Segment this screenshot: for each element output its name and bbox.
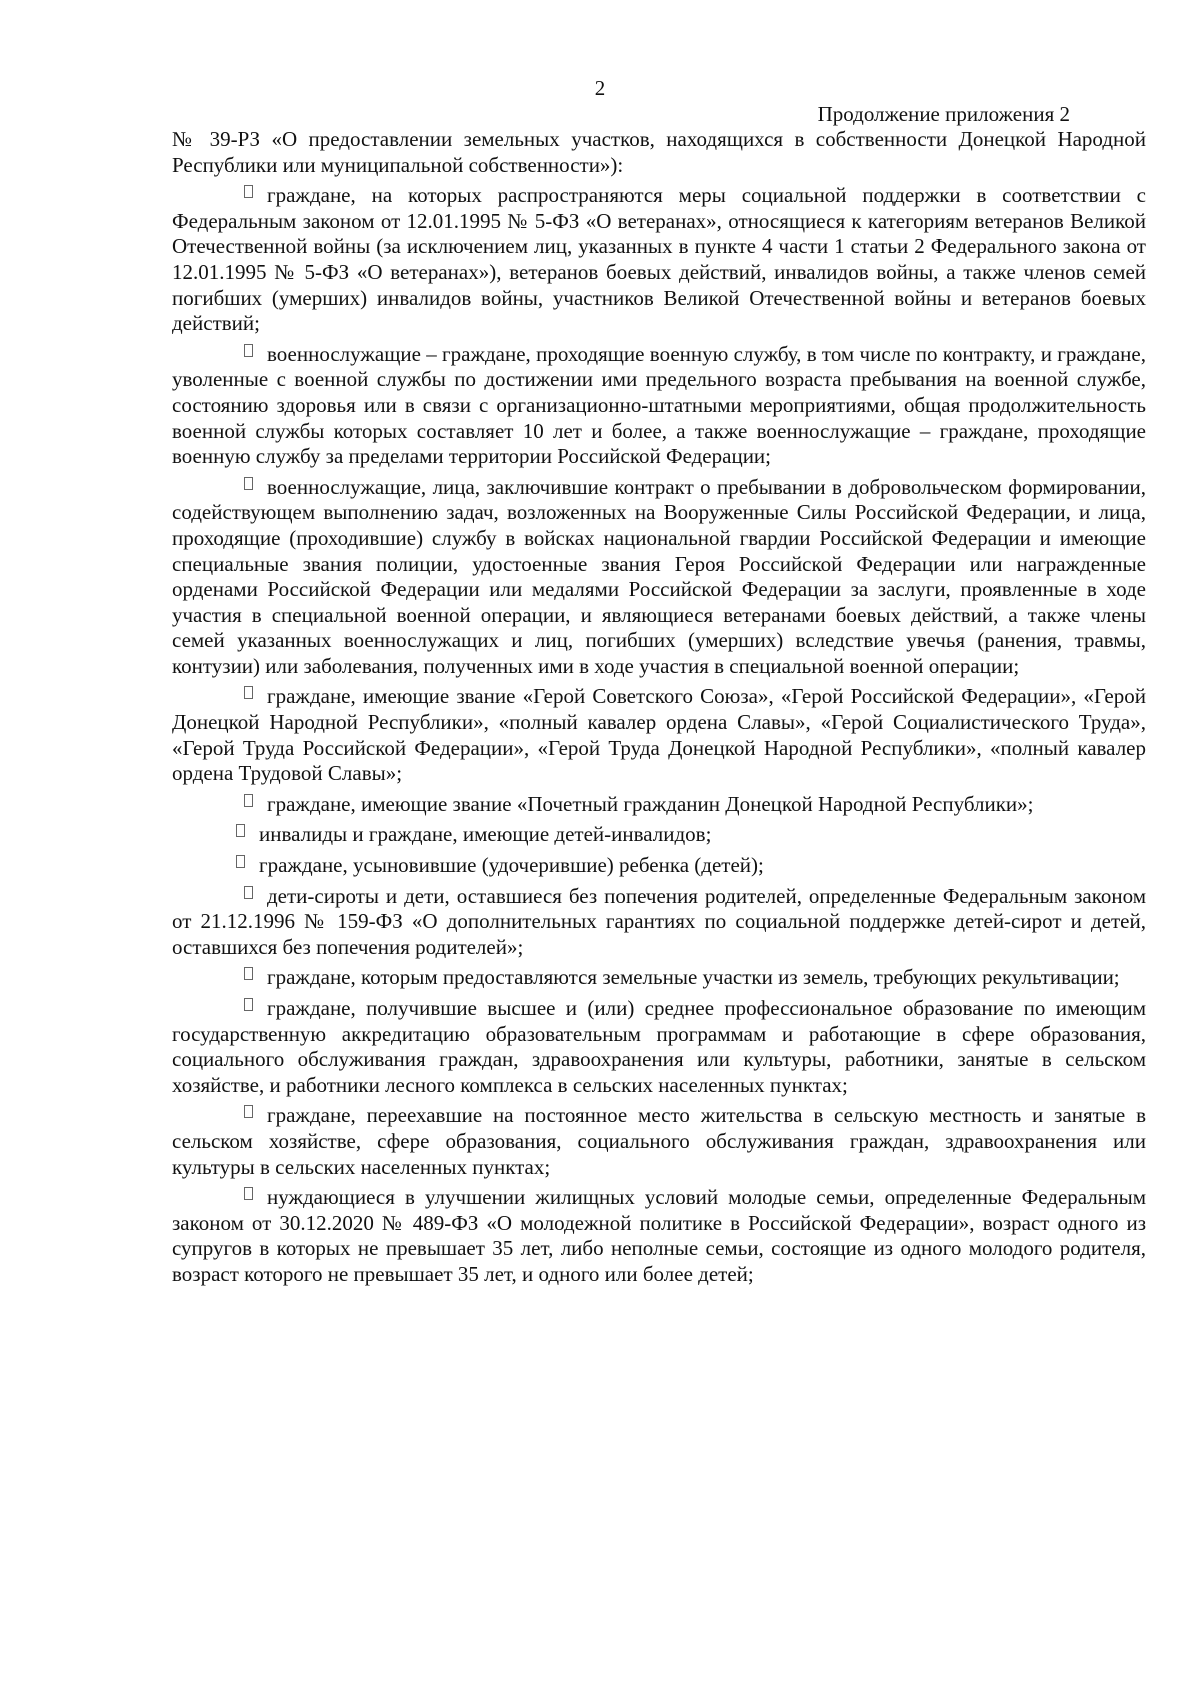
square-bullet-icon	[244, 794, 253, 807]
square-bullet-icon	[244, 1187, 253, 1200]
list-item	[172, 679, 1146, 786]
square-bullet-icon	[244, 1105, 253, 1118]
square-bullet-icon	[244, 998, 253, 1011]
list-item-text: военнослужащие – граждане, проходящие военную службу, в том числе по контракту, и граждане, уволенные с военной службы по достижении ими предельного возраста пребывания на военной службе, состоянию здоровья или в связи с организационно-штатными мероприятиями, общая продолжительность военной службы которых составляет 10 лет и более, а также военнослужащие – граждане, проходящие военную службу за пределами территории Российской Федерации;	[172, 341, 1146, 469]
list-item-text: граждане, на которых распространяются меры социальной поддержки в соответствии с Федеральным законом от 12.01.1995 № 5-ФЗ «О ветеранах», относящиеся к категориям ветеранов Великой Отечественной войны (за исключением лиц, указанных в пункте 4 части 1 статьи 2 Федерального закона от 12.01.1995 № 5-ФЗ «О ветеранах»), ветеранов боевых действий, инвалидов войны, а также членов семей погибших (умерших) инвалидов войны, участников Великой Отечественной войны и ветеранов боевых действий;	[172, 183, 1146, 336]
list-item	[172, 337, 1146, 470]
intro-paragraph: № 39-РЗ «О предоставлении земельных участков, находящихся в собственности Донецкой Народной Республики или муниципальной собственности»):	[172, 127, 1146, 177]
list-item-text: дети-сироты и дети, оставшиеся без попечения родителей, определенные Федеральным законом от 21.12.1996 № 159-ФЗ «О дополнительных гарантиях по социальной поддержке детей-сирот и детей, оставшихся без попечения родителей»;	[172, 883, 1146, 959]
square-bullet-icon	[244, 886, 253, 899]
list-item-text: граждане, которым предоставляются земельные участки из земель, требующих рекультивации;	[267, 965, 1120, 990]
list-item	[172, 1180, 1146, 1287]
square-bullet-icon	[244, 967, 253, 980]
square-bullet-icon	[236, 824, 245, 837]
list-item	[172, 991, 1146, 1098]
square-bullet-icon	[244, 185, 253, 198]
list-item-text: граждане, получившие высшее и (или) среднее профессиональное образование по имеющим государственную аккредитацию образовательным программам и работающие в сфере образования, социального обслуживания граждан, здравоохранения или культуры, работники, занятые в сельском хозяйстве, и работники лесного комплекса в сельских населенных пунктах;	[172, 996, 1146, 1097]
list-item-text: граждане, усыновившие (удочерившие) ребенка (детей);	[259, 853, 764, 878]
list-item-text: граждане, имеющие звание «Герой Советского Союза», «Герой Российской Федерации», «Герой Донецкой Народной Республики», «полный кавалер ордена Славы», «Герой Социалистического Труда», «Герой Труда Российской Федерации», «Герой Труда Донецкой Народной Республики», «полный кавалер ордена Трудовой Славы»;	[172, 684, 1146, 786]
list-item-text: военнослужащие, лица, заключившие контракт о пребывании в добровольческом формировании, содействующем выполнению задач, возложенных на Вооруженные Силы Российской Федерации, и лица, проходящие (проходившие) службу в войсках национальной гвардии Российской Федерации и имеющие специальные звания полиции, удостоенные звания Героя Российской Федерации или награжденные орденами Российской Федерации или медалями Российской Федерации за заслуги, проявленные в ходе участия в специальной военной операции, и являющиеся ветеранами боевых действий, а также члены семей указанных военнослужащих и лиц, погибших (умерших) вследствие увечья (ранения, травмы, контузии) или заболевания, полученных ими в ходе участия в специальной военной операции;	[172, 474, 1146, 678]
list-item-text: нуждающиеся в улучшении жилищных условий молодые семьи, определенные Федеральным законом от 30.12.2020 № 489-ФЗ «О молодежной политике в Российской Федерации», возраст одного из супругов в которых не превышает 35 лет, либо неполные семьи, состоящие из одного молодого родителя, возраст которого не превышает 35 лет, и одного или более детей;	[172, 1185, 1146, 1286]
list-item-text: инвалиды и граждане, имеющие детей-инвалидов;	[259, 822, 712, 847]
list-item	[172, 787, 1146, 818]
list-item	[172, 470, 1146, 680]
appendix-continuation-note: Продолжение приложения 2	[817, 102, 1070, 126]
square-bullet-icon	[244, 477, 253, 490]
document-body	[172, 127, 1146, 1288]
list-item	[172, 960, 1146, 991]
square-bullet-icon	[244, 344, 253, 357]
square-bullet-icon	[244, 686, 253, 699]
list-item	[172, 178, 1146, 337]
square-bullet-icon	[236, 855, 245, 868]
list-item	[172, 1098, 1146, 1180]
list-item	[172, 879, 1146, 961]
page-number: 2	[594, 76, 606, 100]
list-item	[172, 848, 1146, 879]
list-item-text: граждане, переехавшие на постоянное место жительства в сельскую местность и занятые в сельском хозяйстве, сфере образования, социального обслуживания граждан, здравоохранения или культуры в сельских населенных пунктах;	[172, 1103, 1146, 1179]
list-item	[172, 817, 1146, 848]
list-item-text: граждане, имеющие звание «Почетный гражданин Донецкой Народной Республики»;	[267, 791, 1034, 816]
